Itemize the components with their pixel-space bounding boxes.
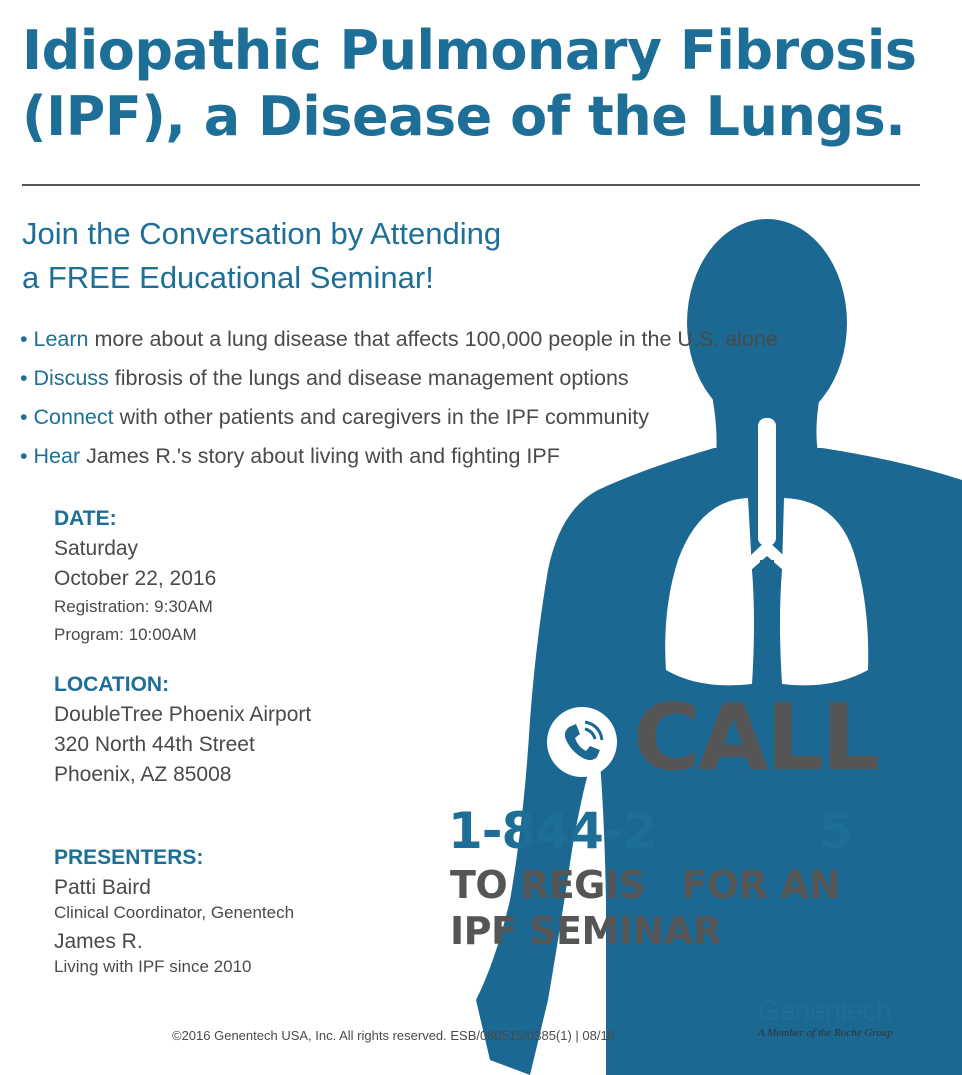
benefit-list: [20, 320, 950, 476]
bullet-keyword: Learn: [33, 327, 89, 351]
location-city: Phoenix, AZ 85008: [54, 763, 232, 786]
presenters-label: PRESENTERS:: [54, 846, 204, 869]
program-time: Program: 10:00AM: [54, 625, 197, 644]
seminar-subtitle: [22, 212, 662, 300]
subtitle-line-2: a FREE Educational Seminar!: [22, 260, 434, 295]
bullet-dot: •: [20, 327, 28, 351]
date-day: Saturday: [54, 537, 139, 560]
bullet-dot: •: [20, 405, 28, 429]
bullet-text: James R.'s story about living with and fighting IPF: [80, 444, 560, 468]
bullet-text: with other patients and caregivers in the IPF community: [113, 405, 649, 429]
register-text-end: FOR AN: [681, 863, 841, 907]
bullet-keyword: Hear: [33, 444, 81, 468]
logo-name: Genentech: [758, 995, 891, 1027]
phone-ringing-icon: [547, 707, 617, 777]
title-divider: [22, 184, 920, 186]
phone-number-end: 5: [818, 802, 853, 860]
list-item: [20, 359, 950, 398]
bullet-text: more about a lung disease that affects 100,000 people in the U.S. alone: [88, 327, 778, 351]
list-item: [20, 398, 950, 437]
page-title: [22, 18, 942, 150]
subtitle-line-1: Join the Conversation by Attending: [22, 216, 502, 251]
date-full: October 22, 2016: [54, 567, 217, 590]
location-street: 320 North 44th Street: [54, 733, 255, 756]
registration-time: Registration: 9:30AM: [54, 597, 213, 616]
list-item: [20, 320, 950, 359]
phone-number-start: 1-844-2: [448, 802, 657, 860]
register-text-start: TO REGIS: [450, 863, 646, 907]
location-venue: DoubleTree Phoenix Airport: [54, 703, 312, 726]
title-line-1: Idiopathic Pulmonary Fibrosis: [22, 19, 917, 82]
list-item: [20, 437, 950, 476]
register-line-1: [450, 862, 840, 908]
bullet-keyword: Discuss: [33, 366, 109, 390]
bullet-dot: •: [20, 444, 28, 468]
presenter-role: Living with IPF since 2010: [54, 957, 252, 976]
register-line-2: IPF SEMINAR: [450, 909, 722, 953]
location-label: LOCATION:: [54, 673, 170, 696]
phone-badge: [547, 707, 617, 777]
phone-number: [448, 796, 852, 866]
genentech-logo: [758, 994, 933, 1040]
presenter-name: James R.: [54, 930, 143, 953]
presenter-name: Patti Baird: [54, 876, 151, 899]
copyright-footer: ©2016 Genentech USA, Inc. All rights reserved. ESB/080515/0385(1) | 08/16: [172, 1028, 615, 1043]
bullet-dot: •: [20, 366, 28, 390]
title-line-2: (IPF), a Disease of the Lungs.: [22, 85, 906, 148]
bullet-keyword: Connect: [33, 405, 114, 429]
presenter-role: Clinical Coordinator, Genentech: [54, 903, 295, 922]
date-label: DATE:: [54, 507, 117, 530]
logo-tagline: A Member of the Roche Group: [758, 1027, 893, 1039]
call-heading: CALL: [633, 684, 877, 791]
bullet-text: fibrosis of the lungs and disease management options: [108, 366, 629, 390]
